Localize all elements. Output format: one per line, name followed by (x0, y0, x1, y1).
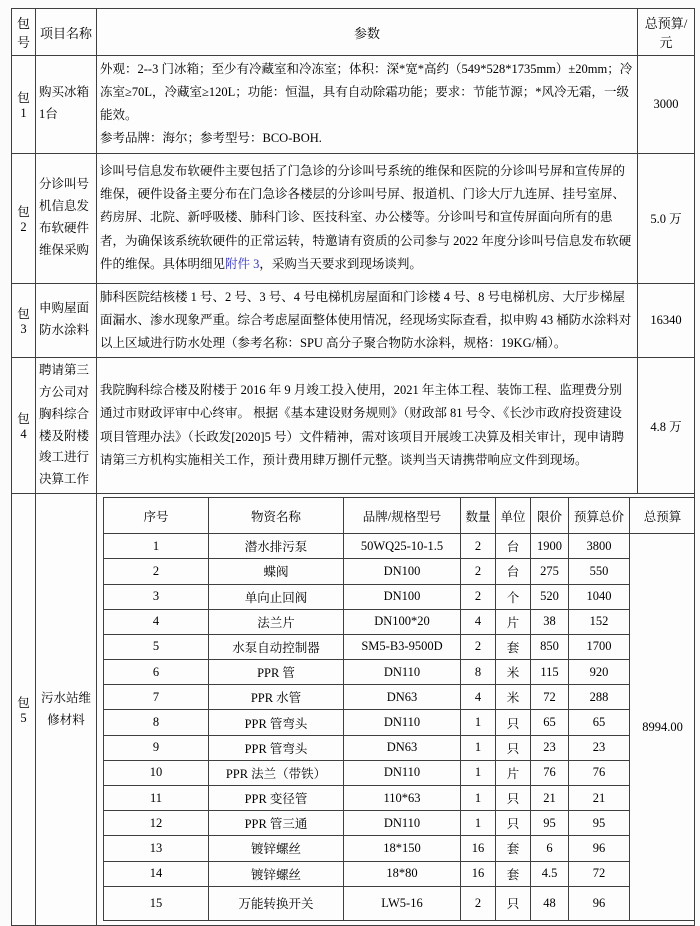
material-cell: 920 (569, 660, 630, 685)
material-cell: 镀锌螺丝 (209, 861, 344, 886)
package1-id: 包 1 (12, 56, 36, 154)
material-cell: 8 (461, 660, 496, 685)
material-cell: 水泵自动控制器 (209, 634, 344, 659)
material-cell: PPR 管弯头 (209, 735, 344, 760)
package2-row (12, 153, 695, 283)
material-cell: 2 (104, 559, 209, 584)
material-cell: 片 (496, 609, 531, 634)
params-text-before-link: 诊叫号信息发布软硬件主要包括了门急诊的分诊叫号系统的维保和医院的分诊叫号屏和宣传屏的维保，硬件设备主要分布在门急诊各楼层的分诊叫号屏、报道机、门诊大厅九连屏、挂号室屏、药房屏、北院、新呼吸楼、肺科门诊、医技科室、办公楼等。分诊叫号和宣传屏面向所有的患者，为确保该系统软硬件的正常运转，特邀请有资质的公司参与 2022 年度分诊叫号信息发布软硬件的维保。具体明细见 (100, 164, 632, 271)
material-cell: DN110 (344, 760, 461, 785)
material-cell: 23 (569, 735, 630, 760)
package2-params (97, 153, 638, 283)
material-row (104, 710, 695, 735)
material-cell: 7 (104, 685, 209, 710)
materials-header-row (104, 498, 695, 534)
material-cell: 4 (461, 609, 496, 634)
material-row (104, 811, 695, 836)
material-cell: 96 (569, 886, 630, 920)
material-cell: PPR 管弯头 (209, 710, 344, 735)
package1-project: 购买冰箱 1台 (36, 56, 97, 154)
material-row (104, 534, 695, 559)
material-cell: 套 (496, 861, 531, 886)
material-cell: 米 (496, 685, 531, 710)
material-cell: DN100 (344, 559, 461, 584)
package4-params (97, 357, 638, 493)
material-cell: 14 (104, 861, 209, 886)
material-cell: 4 (104, 609, 209, 634)
material-cell: 单向止回阀 (209, 584, 344, 609)
material-cell: DN100 (344, 584, 461, 609)
package3-project: 申购屋面防水涂料 (36, 283, 97, 357)
material-cell: 6 (531, 836, 569, 861)
col-header-material-name: 物资名称 (209, 498, 344, 534)
material-cell: 15 (104, 886, 209, 920)
package3-params (97, 283, 638, 357)
procurement-table (11, 8, 695, 926)
col-header-quantity: 数量 (461, 498, 496, 534)
material-cell: 只 (496, 786, 531, 811)
material-cell: 21 (569, 786, 630, 811)
col-header-project-name: 项目名称 (36, 9, 97, 56)
material-cell: 5 (104, 634, 209, 659)
material-row (104, 836, 695, 861)
package5-project: 污水站维修材料 (36, 494, 97, 926)
material-cell: PPR 管三通 (209, 811, 344, 836)
material-cell: 只 (496, 886, 531, 920)
material-cell: 520 (531, 584, 569, 609)
material-cell: 10 (104, 760, 209, 785)
material-cell: 2 (461, 534, 496, 559)
col-header-seq-no: 序号 (104, 498, 209, 534)
params-text (100, 160, 634, 276)
package2-budget: 5.0 万 (638, 153, 695, 283)
material-cell: 镀锌螺丝 (209, 836, 344, 861)
material-cell: 1 (461, 735, 496, 760)
material-cell: 11 (104, 786, 209, 811)
material-cell: 550 (569, 559, 630, 584)
params-text: 外观：2--3 门冰箱；至少有冷藏室和冷冻室；体积：深*宽*高约（549*528*1735mm）±20mm；冷冻室≥70L，冷藏室≥120L；功能：恒温，具有自动除霜功能；要求：节能节源；*风冷无霜，一级能效。 (100, 62, 633, 123)
package3-budget: 16340 (638, 283, 695, 357)
material-cell: 套 (496, 634, 531, 659)
material-cell: 850 (531, 634, 569, 659)
materials-table (103, 497, 695, 921)
package1-params (97, 56, 638, 154)
material-cell: 个 (496, 584, 531, 609)
material-row (104, 559, 695, 584)
col-header-total-budget: 总预算 (630, 498, 695, 534)
material-row (104, 685, 695, 710)
col-header-package-no: 包号 (12, 9, 36, 56)
material-row (104, 609, 695, 634)
material-cell: 8 (104, 710, 209, 735)
params-text: 肺科医院结核楼 1 号、2 号、3 号、4 号电梯机房屋面和门诊楼 4 号、8 号电梯机房、大厅步梯屋面漏水、渗水现象严重。综合考虑屋面整体使用情况，经现场实际查看，拟申购 43 桶防水涂料对以上区域进行防水处理（参考名称：SPU 高分子聚合物防水涂料，规格：19KG/桶）。 (100, 289, 632, 350)
material-cell: 1 (104, 534, 209, 559)
material-cell: DN110 (344, 710, 461, 735)
material-cell: 115 (531, 660, 569, 685)
material-cell: DN110 (344, 660, 461, 685)
package1-budget: 3000 (638, 56, 695, 154)
material-cell: DN110 (344, 811, 461, 836)
material-cell: 2 (461, 584, 496, 609)
material-cell: 2 (461, 559, 496, 584)
package5-total-budget: 8994.00 (630, 534, 695, 921)
material-cell: LW5-16 (344, 886, 461, 920)
material-cell: 只 (496, 811, 531, 836)
material-cell: 48 (531, 886, 569, 920)
material-row (104, 760, 695, 785)
material-cell: 16 (461, 861, 496, 886)
col-header-total-budget: 总预算/元 (638, 9, 695, 56)
material-cell: 95 (569, 811, 630, 836)
col-header-parameters: 参数 (97, 9, 638, 56)
material-cell: 13 (104, 836, 209, 861)
params-reference-text: 参考品牌：海尔；参考型号：BCO-BOH. (100, 131, 322, 146)
material-cell: 6 (104, 660, 209, 685)
package3-id: 包 3 (12, 283, 36, 357)
material-cell: 1040 (569, 584, 630, 609)
material-row (104, 584, 695, 609)
material-cell: 76 (569, 760, 630, 785)
material-cell: 1 (461, 786, 496, 811)
material-cell: 72 (531, 685, 569, 710)
material-cell: 16 (461, 836, 496, 861)
package3-row (12, 283, 695, 357)
material-cell: 米 (496, 660, 531, 685)
material-cell: 2 (461, 886, 496, 920)
material-cell: 65 (531, 710, 569, 735)
material-cell: 3 (104, 584, 209, 609)
package4-id: 包 4 (12, 357, 36, 493)
col-header-brand-spec-model: 品牌/规格型号 (344, 498, 461, 534)
material-cell: 23 (531, 735, 569, 760)
material-cell: 1 (461, 710, 496, 735)
material-cell: 21 (531, 786, 569, 811)
material-cell: 台 (496, 559, 531, 584)
attachment3-link[interactable]: 附件 3 (225, 256, 260, 271)
package2-id: 包 2 (12, 153, 36, 283)
material-cell: 片 (496, 760, 531, 785)
package4-row (12, 357, 695, 493)
material-row (104, 861, 695, 886)
material-cell: 9 (104, 735, 209, 760)
material-cell: 18*80 (344, 861, 461, 886)
material-row (104, 660, 695, 685)
material-cell: 50WQ25-10-1.5 (344, 534, 461, 559)
material-row (104, 634, 695, 659)
package5-id: 包 5 (12, 494, 36, 926)
table-header-row (12, 9, 695, 56)
material-cell: PPR 管 (209, 660, 344, 685)
material-cell: 76 (531, 760, 569, 785)
material-cell: 台 (496, 534, 531, 559)
material-cell: 万能转换开关 (209, 886, 344, 920)
material-cell: 152 (569, 609, 630, 634)
material-cell: SM5-B3-9500D (344, 634, 461, 659)
col-header-budget-subtotal: 预算总价 (569, 498, 630, 534)
material-cell: 1 (461, 811, 496, 836)
package4-budget: 4.8 万 (638, 357, 695, 493)
col-header-unit: 单位 (496, 498, 531, 534)
package1-row (12, 56, 695, 154)
material-cell: 蝶阀 (209, 559, 344, 584)
col-header-price-limit: 限价 (531, 498, 569, 534)
material-cell: 65 (569, 710, 630, 735)
material-cell: DN100*20 (344, 609, 461, 634)
material-cell: 95 (531, 811, 569, 836)
material-cell: 72 (569, 861, 630, 886)
material-cell: 只 (496, 735, 531, 760)
package4-project: 聘请第三方公司对胸科综合楼及附楼竣工进行决算工作 (36, 357, 97, 493)
material-cell: 1900 (531, 534, 569, 559)
material-cell: 110*63 (344, 786, 461, 811)
material-cell: 4 (461, 685, 496, 710)
material-cell: 潜水排污泵 (209, 534, 344, 559)
params-text-after-link: ，采购当天要求到现场谈判。 (259, 256, 422, 271)
material-cell: 275 (531, 559, 569, 584)
params-text: 我院胸科综合楼及附楼于 2016 年 9 月竣工投入使用，2021 年主体工程、装饰工程、监理费分别通过市财政评审中心终审。 根据《基本建设财务规则》（财政部 81 号令、《长沙市政府投资建设项目管理办法》（长政发[2020]5 号）文件精神，需对该项目开展竣工决算及相关审计，现申请聘请第三方机构实施相关工作，预计费用肆万捌仟元整。谈判当天请携带响应文件到现场。 (100, 383, 624, 467)
material-cell: 288 (569, 685, 630, 710)
material-cell: 法兰片 (209, 609, 344, 634)
material-cell: 4.5 (531, 861, 569, 886)
package2-project: 分诊叫号机信息发布软硬件维保采购 (36, 153, 97, 283)
package5-row (12, 494, 695, 926)
material-cell: DN63 (344, 735, 461, 760)
material-row (104, 786, 695, 811)
material-cell: 38 (531, 609, 569, 634)
material-cell: 2 (461, 634, 496, 659)
material-cell: 96 (569, 836, 630, 861)
material-cell: 18*150 (344, 836, 461, 861)
material-cell: PPR 水管 (209, 685, 344, 710)
material-cell: 3800 (569, 534, 630, 559)
package5-materials-cell (97, 494, 695, 926)
material-cell: 只 (496, 710, 531, 735)
material-row (104, 886, 695, 920)
material-cell: 1 (461, 760, 496, 785)
material-cell: PPR 变径管 (209, 786, 344, 811)
material-row (104, 735, 695, 760)
material-cell: PPR 法兰（带铁） (209, 760, 344, 785)
material-cell: 12 (104, 811, 209, 836)
material-cell: 1700 (569, 634, 630, 659)
material-cell: 套 (496, 836, 531, 861)
material-cell: DN63 (344, 685, 461, 710)
